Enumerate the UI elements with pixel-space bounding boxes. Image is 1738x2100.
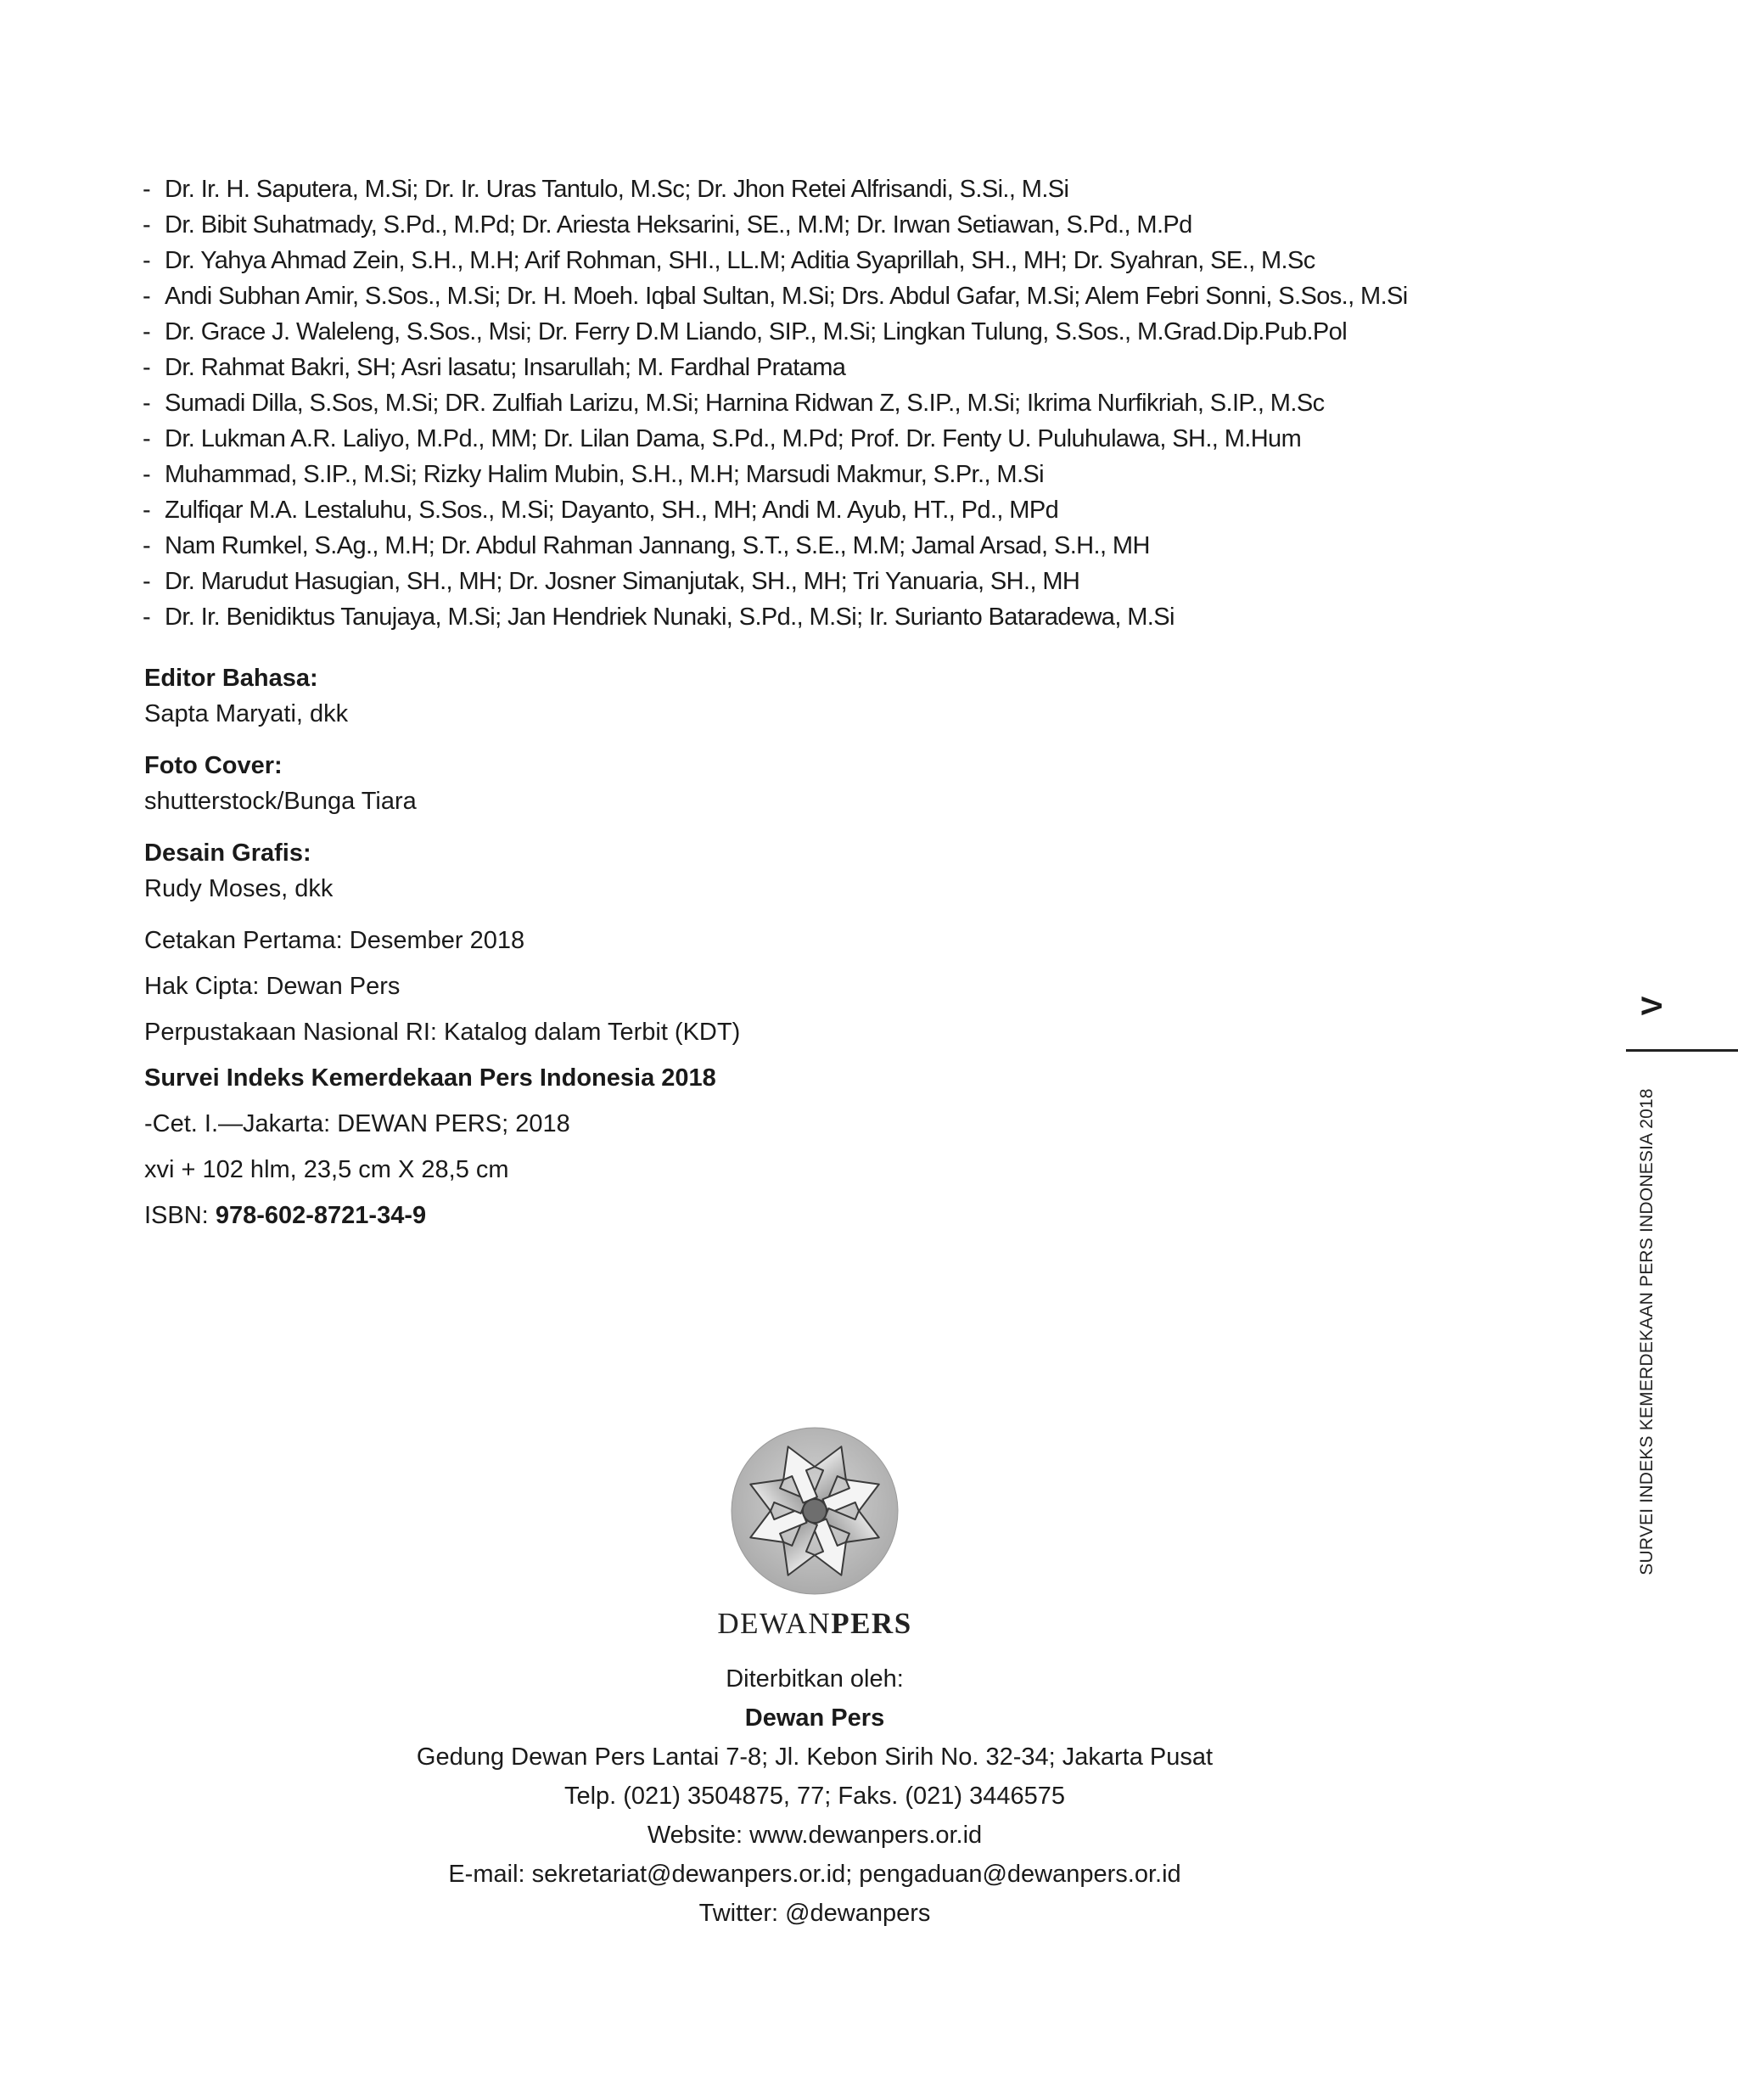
list-item: - Muhammad, S.IP., M.Si; Rizky Halim Mubin, S.H., M.H; Marsudi Makmur, S.Pr., M.Si xyxy=(143,461,1044,488)
publisher-info xyxy=(339,1659,1290,1933)
publisher-email: E-mail: sekretariat@dewanpers.or.id; pengaduan@dewanpers.or.id xyxy=(448,1861,1181,1888)
publisher-twitter: Twitter: @dewanpers xyxy=(698,1900,931,1927)
running-title-text: SURVEI INDEKS KEMERDEKAAN PERS INDONESIA 2018 xyxy=(1637,1088,1657,1575)
side-divider xyxy=(1626,1049,1738,1052)
list-item: - Dr. Ir. Benidiktus Tanujaya, M.Si; Jan Hendriek Nunaki, S.Pd., M.Si; Ir. Surianto Bataradewa, M.Si xyxy=(143,604,1175,631)
physical-description: xvi + 102 hlm, 23,5 cm X 28,5 cm xyxy=(144,1156,509,1183)
library-line: Perpustakaan Nasional RI: Katalog dalam Terbit (KDT) xyxy=(144,1019,741,1046)
list-item: - Dr. Grace J. Waleleng, S.Sos., Msi; Dr. Ferry D.M Liando, SIP., M.Si; Lingkan Tulung, S.Sos., M.Grad.Dip.Pub.Pol xyxy=(143,318,1348,345)
editor-value: Sapta Maryati, dkk xyxy=(144,700,349,727)
credits-section xyxy=(144,660,1332,1244)
design-value: Rudy Moses, dkk xyxy=(144,875,334,902)
cover-label: Foto Cover: xyxy=(144,752,283,779)
published-by-label: Diterbitkan oleh: xyxy=(726,1665,904,1693)
contributor-list xyxy=(143,171,1585,635)
editor-label: Editor Bahasa: xyxy=(144,665,318,692)
design-label: Desain Grafis: xyxy=(144,839,311,867)
wordmark-light: DEWAN xyxy=(717,1607,832,1640)
list-item: - Andi Subhan Amir, S.Sos., M.Si; Dr. H. Moeh. Iqbal Sultan, M.Si; Drs. Abdul Gafar, M.Si; Alem Febri Sonni, S.Sos., M.Si xyxy=(143,283,1408,310)
publisher-name: Dewan Pers xyxy=(744,1704,885,1732)
logo-hub xyxy=(803,1499,827,1523)
isbn-number: 978-602-8721-34-9 xyxy=(215,1202,427,1229)
book-title: Survei Indeks Kemerdekaan Pers Indonesia 2018 xyxy=(144,1064,716,1092)
list-item: - Dr. Lukman A.R. Laliyo, M.Pd., MM; Dr. Lilan Dama, S.Pd., M.Pd; Prof. Dr. Fenty U. Puluhulawa, SH., M.Hum xyxy=(143,425,1302,452)
wordmark-bold: PERS xyxy=(831,1607,912,1640)
list-item: - Dr. Bibit Suhatmady, S.Pd., M.Pd; Dr. Ariesta Heksarini, SE., M.M; Dr. Irwan Setiawan, S.Pd., M.Pd xyxy=(143,211,1192,239)
page-number: V xyxy=(1636,996,1668,1016)
publisher-website: Website: www.dewanpers.or.id xyxy=(647,1822,983,1849)
dewan-pers-wordmark xyxy=(645,1607,984,1641)
list-item: - Dr. Marudut Hasugian, SH., MH; Dr. Josner Simanjutak, SH., MH; Tri Yanuaria, SH., MH xyxy=(143,568,1080,595)
design-credit xyxy=(144,835,1332,907)
isbn-label: ISBN: xyxy=(144,1202,216,1229)
list-item: - Sumadi Dilla, S.Sos, M.Si; DR. Zulfiah Larizu, M.Si; Harnina Ridwan Z, S.IP., M.Si; Ikrima Nurfikriah, S.IP., M.Sc xyxy=(143,390,1325,417)
list-item: - Dr. Rahmat Bakri, SH; Asri lasatu; Insarullah; M. Fardhal Pratama xyxy=(143,354,846,381)
cover-credit xyxy=(144,748,1332,819)
edition-line: Cetakan Pertama: Desember 2018 xyxy=(144,927,525,954)
list-item: - Dr. Ir. H. Saputera, M.Si; Dr. Ir. Uras Tantulo, M.Sc; Dr. Jhon Retei Alfrisandi, S.Si., M.Si xyxy=(143,176,1069,203)
editor-credit xyxy=(144,660,1332,732)
imprint-line: -Cet. I.—Jakarta: DEWAN PERS; 2018 xyxy=(144,1110,570,1137)
dewan-pers-logo-icon xyxy=(730,1426,900,1596)
publisher-phone: Telp. (021) 3504875, 77; Faks. (021) 3446575 xyxy=(563,1783,1066,1810)
list-item: - Nam Rumkel, S.Ag., M.H; Dr. Abdul Rahman Jannang, S.T., S.E., M.M; Jamal Arsad, S.H., MH xyxy=(143,532,1150,559)
isbn-line xyxy=(144,1198,1332,1233)
publisher-address: Gedung Dewan Pers Lantai 7-8; Jl. Kebon Sirih No. 32-34; Jakarta Pusat xyxy=(416,1743,1214,1771)
copyright-line: Hak Cipta: Dewan Pers xyxy=(144,973,401,1000)
cover-value: shutterstock/Bunga Tiara xyxy=(144,788,417,815)
list-item: - Dr. Yahya Ahmad Zein, S.H., M.H; Arif Rohman, SHI., LL.M; Aditia Syaprillah, SH., MH; Dr. Syahran, SE., M.Sc xyxy=(143,247,1315,274)
list-item: - Zulfiqar M.A. Lestaluhu, S.Sos., M.Si; Dayanto, SH., MH; Andi M. Ayub, HT., Pd., MPd xyxy=(143,497,1059,524)
